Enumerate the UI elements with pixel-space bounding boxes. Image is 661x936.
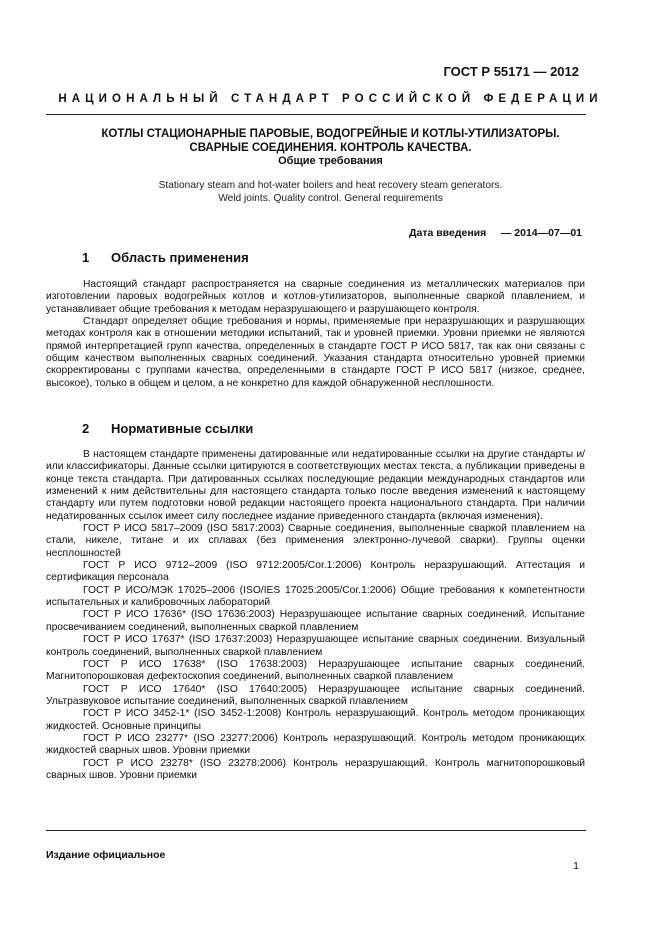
reference-item: ГОСТ Р ИСО 5817–2009 (ISO 5817:2003) Сварные соединения, выполненные сваркой плавлением на стали, никеле, титане и их сплавах (без применения электронно-лучевой сварки). Группы оценки несплошностей [46,523,585,559]
title-line-1: КОТЛЫ СТАЦИОНАРНЫЕ ПАРОВЫЕ, ВОДОГРЕЙНЫЕ И КОТЛЫ-УТИЛИЗАТОРЫ. [101,128,560,140]
reference-item: ГОСТ Р ИСО 17640* (ISO 17640:2005) Неразрушающее испытание сварных соединений. Ультразвуковое испытание соединений, выполненных сваркой плавлением [46,683,585,707]
english-title-line-1: Stationary steam and hot-water boilers and heat recovery steam generators. [158,180,503,191]
section-number: 1 [82,250,90,265]
title-line-2: СВАРНЫЕ СОЕДИНЕНИЯ. КОНТРОЛЬ КАЧЕСТВА. [189,141,472,154]
reference-item: ГОСТ Р ИСО 23278* (ISO 23278:2006) Контроль неразрушающий. Контроль магнитопорошковый сварных швов. Уровни приемки [46,757,585,781]
section-number: 2 [82,421,90,436]
reference-item: ГОСТ Р ИСО 17637* (ISO 17637:2003) Неразрушающее испытание сварных соединении. Визуальный контроль соединений, выполненных сваркой плавлением [46,634,585,658]
reference-item: ГОСТ Р ИСО 3452-1* (ISO 3452-1:2008) Контроль неразрушающий. Контроль методом проникающих жидкостей. Основные принципы [46,708,585,732]
official-edition-label: Издание официальное [46,849,166,861]
section-title: Нормативные ссылки [111,421,254,436]
footer-divider [46,830,586,831]
document-code: ГОСТ Р 55171 — 2012 [443,64,579,79]
reference-item: ГОСТ Р ИСО 23277* (ISO 23277:2006) Контроль неразрушающий. Контроль методом проникающих жидкостей сварных швов. Уровни приемки [46,732,585,757]
reference-item: ГОСТ Р ИСО 9712–2009 (ISO 9712:2005/Cor.1:2006) Контроль неразрушающий. Аттестация и сертификация персонала [46,560,585,584]
introduction-date [409,227,582,239]
section-body-scope [46,279,585,390]
header-divider [46,114,586,115]
paragraph: В настоящем стандарте применены датированные или недатированные ссылки на другие стандарты и/или классификаторы. Данные ссылки цитируются в соответствующих местах текста, а публикации приведены в конце текста стандарта. При датированных ссылках последующие редакции международных стандартов или изменений к ним действительны для настоящего стандарта только после введения изменений к настоящему стандарту или путем подготовки новой редакции настоящего проекта национального стандарта. При наличии недатированных ссылок имеет силу последнее издание приведенного стандарта (включая изменения). [46,449,585,522]
page-number: 1 [573,860,579,872]
introduction-date-value: — 2014—07—01 [500,227,582,239]
standard-header: НАЦИОНАЛЬНЫЙ СТАНДАРТ РОССИЙСКОЙ ФЕДЕРАЦИИ [58,93,603,105]
reference-item: ГОСТ Р ИСО 17636* (ISO 17636:2003) Неразрушающее испытание сварных соединений. Испытание просвечиванием соединений, выполненных сваркой плавлением [46,609,585,633]
section-title: Область применения [111,250,249,265]
section-heading-references [82,421,253,436]
paragraph: Настоящий стандарт распространяется на сварные соединения из металлических материалов при изготовлении паровых водогрейных котлов и котлов-утилизаторов, выполненные сваркой плавлением, и устанавливает общие требования к методам неразрушающего и разрушающего контроля. [46,279,585,315]
english-title-line-2: Weld joints. Quality control. General requirements [218,192,443,204]
paragraph: Стандарт определяет общие требования и нормы, применяемые при неразрушающих и разрушающих методах контроля как в отношении методики испытаний, так и уровней приемки. Уровни приемки не являются прямой интерпретацией групп качества, определенных в стандарте ГОСТ Р ИСО 5817, так как они связаны с общим качеством выполненных сварных соединений. Указания стандарта относительно уровней приемки скорректированы с группами качества, определенными в стандарте ГОСТ Р ИСО 5817 (низкое, среднее, высокое), только в общем и целом, а не конкретно для каждой обнаруженной несплошности. [46,316,585,389]
reference-item: ГОСТ Р ИСО/МЭК 17025–2006 (ISO/IES 17025:2005/Cor.1:2006) Общие требования к компетентности испытательных и калибровочных лабораторий [46,584,585,609]
section-heading-scope [82,250,249,265]
document-title [0,128,661,169]
section-body-references [46,449,585,782]
reference-item: ГОСТ Р ИСО 17638* (ISO 17638:2003) Неразрушающее испытание сварных соединений. Магнитопорошковая дефектоскопия соединений, выполненных сваркой плавлением [46,658,585,683]
introduction-date-label: Дата введения [409,227,487,239]
english-title [0,180,661,205]
title-line-3: Общие требования [278,155,383,168]
